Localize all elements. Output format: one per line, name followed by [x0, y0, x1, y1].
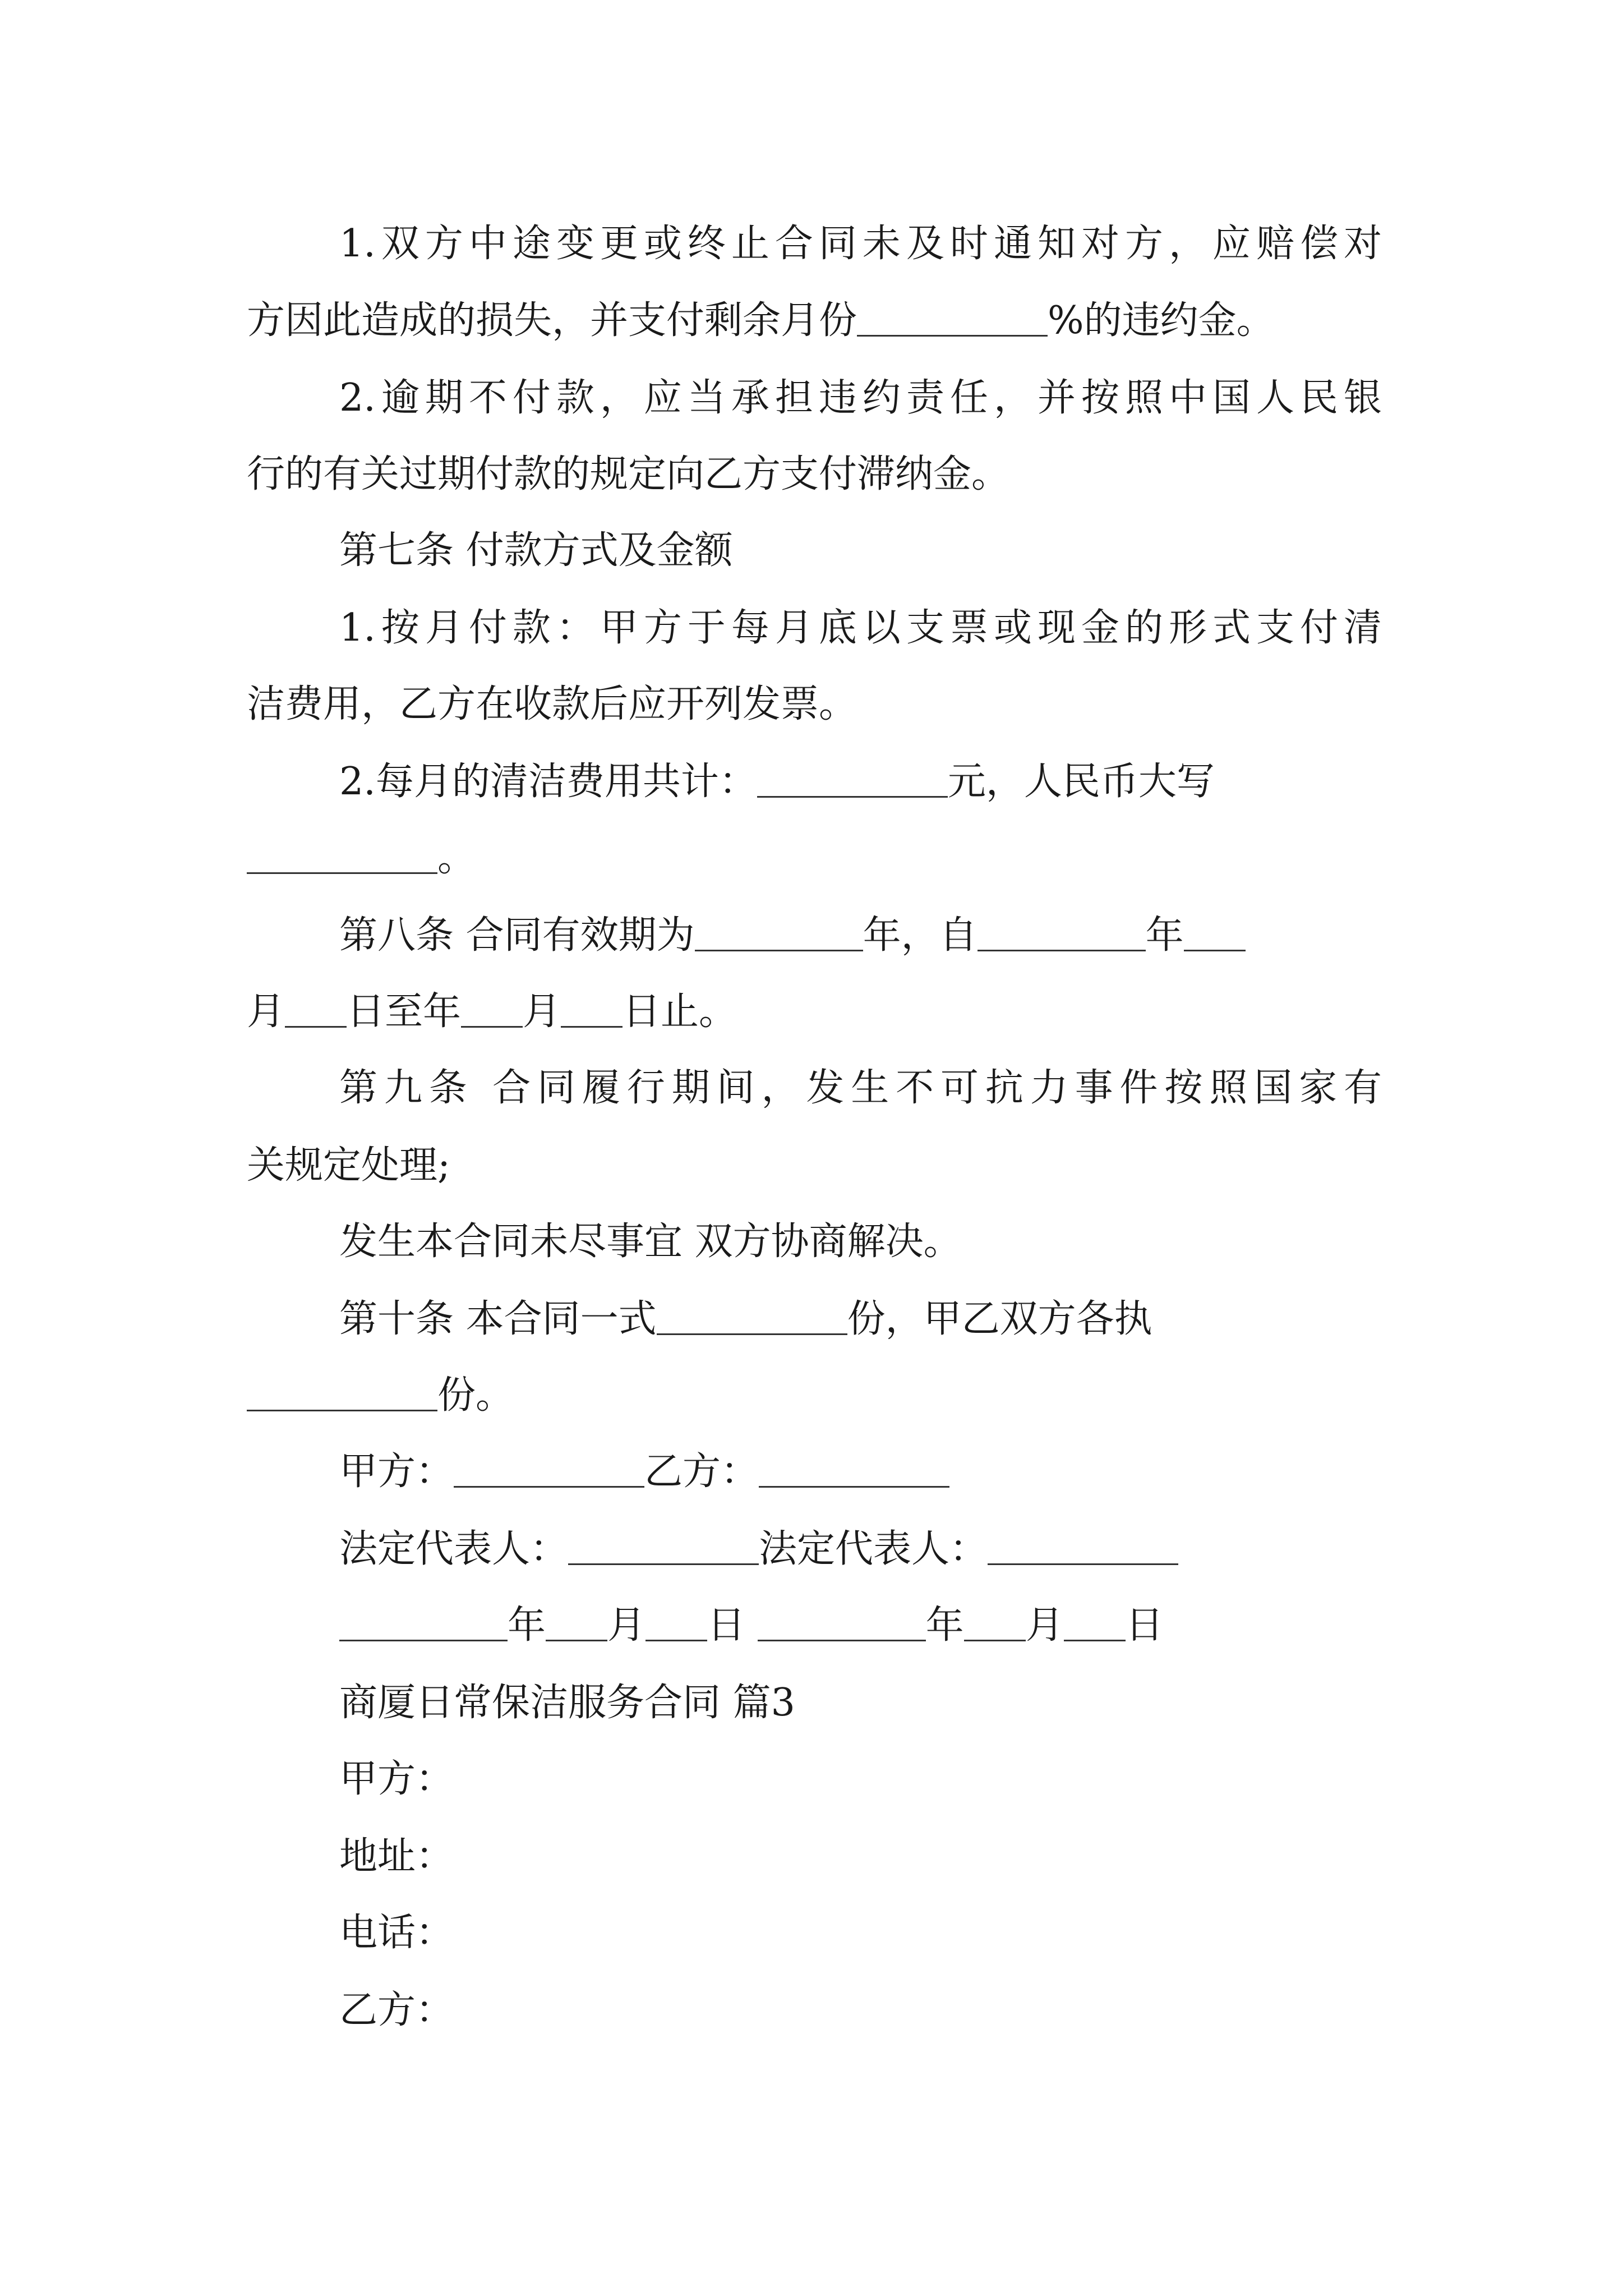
field-label [339, 1911, 454, 1955]
text-run: 。 [437, 836, 476, 880]
text-run: 日 [707, 1603, 746, 1648]
paragraph-line [339, 222, 1382, 266]
text-run: 洁费用，乙方在收款后应开列发票。 [247, 682, 857, 726]
text-run: 2.每月的清洁费用共计： [339, 760, 757, 804]
fill-in-blank[interactable] [546, 1606, 607, 1641]
text-run: 第九条 合同履行期间，发生不可抗力事件按照国家有 [339, 1066, 1382, 1110]
paragraph-line [339, 760, 1215, 804]
section-heading [339, 528, 733, 573]
text-run: 月 [523, 990, 561, 1034]
text-run: 年 [925, 1603, 964, 1648]
text-run: %的违约金。 [1048, 298, 1275, 343]
field-label [339, 1988, 454, 2033]
text-run: 份，甲乙双方各执 [847, 1297, 1152, 1341]
text-run: 甲方： [339, 1757, 454, 1801]
text-run: 乙方： [644, 1450, 759, 1494]
section-heading [339, 1681, 795, 1726]
paragraph-line [339, 606, 1382, 651]
text-run: 1.双方中途变更或终止合同未及时通知对方，应赔偿对 [339, 222, 1382, 266]
text-run: 行的有关过期付款的规定向乙方支付滞纳金。 [247, 452, 1010, 496]
text-run: 日至年 [347, 990, 462, 1034]
text-run: 发生本合同未尽事宜 双方协商解决。 [339, 1220, 962, 1264]
fill-in-blank[interactable] [1184, 916, 1246, 951]
fill-in-blank[interactable] [964, 1606, 1026, 1641]
paragraph-line [247, 682, 857, 727]
paragraph-line [247, 836, 476, 881]
text-run: 法定代表人： [759, 1527, 988, 1571]
fill-in-blank[interactable] [645, 1606, 707, 1641]
text-run: 月 [1025, 1603, 1064, 1648]
fill-in-blank[interactable] [339, 1606, 508, 1641]
paragraph-line [339, 1220, 962, 1264]
text-run: 地址： [339, 1834, 454, 1879]
text-run: 第七条 付款方式及金额 [339, 528, 733, 573]
text-run: 关规定处理; [247, 1143, 450, 1188]
paragraph-line [339, 1066, 1382, 1111]
text-run: 日 [1125, 1603, 1164, 1648]
signature-line [339, 1527, 1178, 1572]
text-run: 元，人民币大写 [947, 760, 1215, 804]
fill-in-blank[interactable] [988, 1530, 1178, 1565]
fill-in-blank[interactable] [1064, 1606, 1126, 1641]
fill-in-blank[interactable] [857, 301, 1048, 337]
text-run: 电话： [339, 1911, 454, 1955]
date-line [339, 1603, 1164, 1648]
fill-in-blank[interactable] [758, 1606, 926, 1641]
text-run: 年 [508, 1603, 546, 1648]
field-label [339, 1834, 454, 1879]
paragraph-line [247, 1143, 450, 1188]
paragraph-line [247, 298, 1275, 343]
text-run: 商厦日常保洁服务合同 篇3 [339, 1681, 795, 1725]
text-run: 1.按月付款：甲方于每月底以支票或现金的形式支付清 [339, 606, 1382, 650]
text-run: 方因此造成的损失，并支付剩余月份 [247, 298, 857, 343]
text-run: 2.逾期不付款，应当承担违约责任，并按照中国人民银 [339, 376, 1382, 420]
text-run: 法定代表人： [339, 1527, 569, 1571]
text-run: 份。 [437, 1373, 514, 1418]
field-label [339, 1757, 454, 1802]
paragraph-line [247, 990, 737, 1034]
text-run: 甲方： [339, 1450, 454, 1494]
text-run: 日止。 [623, 990, 737, 1034]
fill-in-blank[interactable] [757, 762, 948, 798]
fill-in-blank[interactable] [759, 1452, 949, 1488]
signature-line [339, 1450, 949, 1494]
fill-in-blank[interactable] [657, 1300, 847, 1335]
text-run: 月 [247, 990, 285, 1034]
fill-in-blank[interactable] [247, 839, 437, 874]
paragraph-line [339, 376, 1382, 421]
text-run: 第十条 本合同一式 [339, 1297, 657, 1341]
text-run: 年 [1145, 913, 1184, 958]
paragraph-line [247, 1373, 514, 1418]
text-run: 月 [607, 1603, 646, 1648]
fill-in-blank[interactable] [247, 1376, 437, 1411]
paragraph-line [339, 913, 1246, 958]
fill-in-blank[interactable] [561, 992, 623, 1028]
fill-in-blank[interactable] [454, 1452, 644, 1488]
text-run: 第八条 合同有效期为 [339, 913, 695, 958]
fill-in-blank[interactable] [461, 992, 523, 1028]
fill-in-blank[interactable] [978, 916, 1146, 951]
paragraph-line [247, 452, 1009, 497]
fill-in-blank[interactable] [285, 992, 347, 1028]
text-run: 年，自 [863, 913, 978, 958]
paragraph-line [339, 1297, 1152, 1342]
fill-in-blank[interactable] [568, 1530, 759, 1565]
text-run: 乙方： [339, 1988, 454, 2032]
fill-in-blank[interactable] [695, 916, 863, 951]
